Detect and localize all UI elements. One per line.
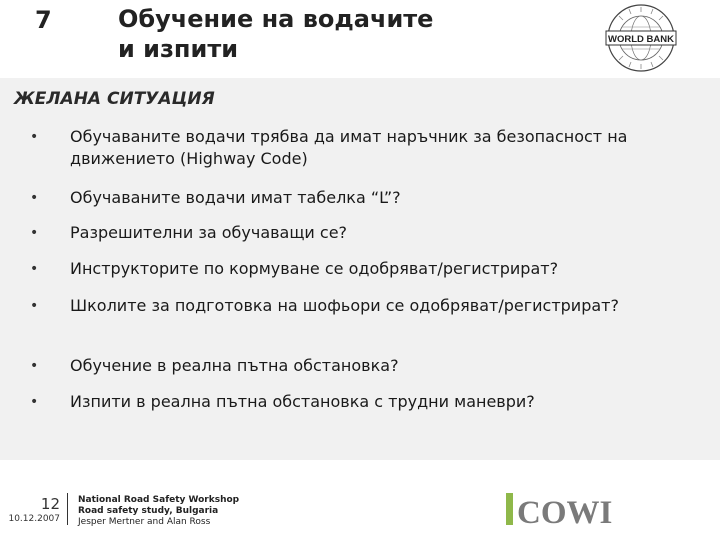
cowi-logo: [506, 489, 616, 529]
bullet-marker: •: [30, 190, 39, 206]
world-bank-logo: [598, 2, 684, 74]
slide-title-line-1: Обучение на водачите: [118, 5, 434, 33]
footer-workshop: National Road Safety Workshop: [78, 495, 240, 505]
footer-info: [78, 495, 239, 528]
bullet-text: Изпити в реална пътна обстановка с трудни маневри?: [70, 392, 535, 411]
page-number: 12: [40, 495, 60, 513]
world-bank-logo-text: WORLD BANK: [608, 34, 674, 45]
footer-divider: [67, 493, 68, 525]
bullet-text: Обучаваните водачи трябва да имат наръчник за безопасност на движението (Highway Code): [70, 127, 628, 168]
slide-title: [118, 4, 433, 64]
cowi-logo-text: COWI: [517, 495, 613, 529]
bullet-text: Инструкторите по кормуване се одобряват/регистрират?: [70, 259, 559, 278]
header: [0, 0, 720, 78]
slide-title-line-2: и изпити: [118, 35, 239, 63]
cowi-logo-bar: [506, 493, 513, 525]
footer-study: Road safety study, Bulgaria: [78, 506, 219, 516]
bullet-marker: •: [30, 358, 39, 374]
bullet-text: Обучение в реална пътна обстановка?: [70, 356, 399, 375]
bullet-marker: •: [30, 394, 39, 410]
footer-authors: Jesper Mertner and Alan Ross: [78, 517, 211, 527]
bullet-marker: •: [30, 261, 39, 277]
bullet-text: Разрешителни за обучаващи се?: [70, 223, 348, 242]
section-subtitle: ЖЕЛАНА СИТУАЦИЯ: [14, 89, 215, 109]
bullet-text: Обучаваните водачи имат табелка “L”?: [70, 188, 401, 207]
bullet-text: Школите за подготовка на шофьори се одобряват/регистрират?: [70, 296, 619, 315]
bullet-marker: •: [30, 225, 39, 241]
bullet-marker: •: [30, 129, 39, 145]
footer-date: 10.12.2007: [8, 514, 60, 524]
bullet-marker: •: [30, 298, 39, 314]
slide-number: 7: [35, 6, 52, 34]
